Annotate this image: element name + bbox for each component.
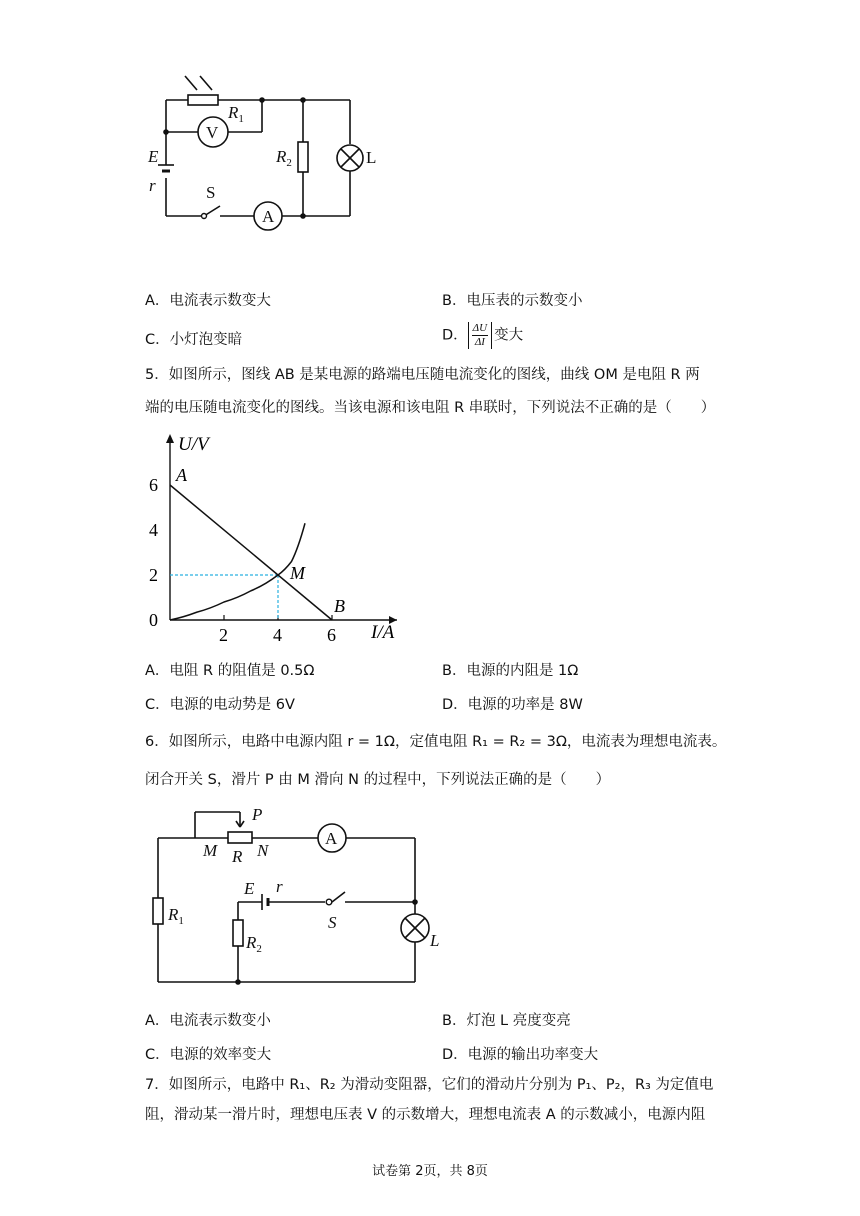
label-rheostat-r: R [232, 847, 243, 866]
q5-option-c: C．电源的电动势是 6V [145, 697, 295, 713]
u-i-graph [140, 430, 400, 645]
label-lamp: L [430, 931, 440, 950]
svg-text:R2: $R_2$ [276, 147, 292, 169]
voltmeter-label: V [206, 123, 219, 142]
q4-option-d [442, 322, 523, 349]
q5-stem-line1: 5．如图所示，图线 AB 是某电源的路端电压随电流变化的图线，曲线 OM 是电阻 R 两 [145, 367, 700, 383]
label-switch: S [328, 913, 337, 932]
label-lamp: L [366, 148, 377, 167]
point-label-a: A [176, 465, 187, 485]
label-emf: E [148, 147, 159, 166]
y-axis-label: U/V [178, 434, 209, 455]
point-label-m: M [290, 563, 305, 583]
y-axis-arrow [166, 434, 174, 443]
q5-option-a: A．电阻 R 的阻值是 0.5Ω [145, 663, 315, 679]
q5-option-b: B．电源的内阻是 1Ω [442, 663, 579, 679]
label-end-m: M [203, 841, 218, 860]
q5-stem-line2: 端的电压随电流变化的图线。当该电源和该电阻 R 串联时，下列说法不正确的是（ ） [145, 400, 716, 416]
label-r2: R [246, 933, 257, 952]
series-curve-om [170, 523, 305, 620]
ammeter-label: A [325, 829, 338, 848]
y-tick-label: 2 [149, 565, 158, 585]
svg-text:R2: $R_2$ [246, 933, 262, 955]
q4-option-d-suffix: 变大 [494, 327, 524, 344]
circuit-diagram-q4 [140, 70, 400, 250]
label-slider-p: P [252, 805, 263, 824]
q7-stem-line2: 阻，滑动某一滑片时，理想电压表 V 的示数增大，理想电流表 A 的示数减小，电源内阻 [145, 1107, 706, 1123]
q6-option-c: C．电源的效率变大 [145, 1047, 272, 1063]
x-tick-label: 6 [327, 625, 336, 645]
q6-stem-line2: 闭合开关 S，滑片 P 由 M 滑向 N 的过程中，下列说法正确的是（ ） [145, 772, 611, 788]
point-label-b: B [334, 596, 345, 616]
delta-u-over-delta-i: $\frac{\Delta U}{\Delta I}$ [468, 322, 492, 349]
label-r1: R [168, 905, 179, 924]
label-r1: R [228, 103, 239, 122]
label-switch: S [206, 183, 216, 202]
circuit-diagram-q6 [140, 800, 460, 990]
x-tick-label: 2 [219, 625, 228, 645]
svg-text:R1: $R_1$ [168, 905, 184, 927]
label-r2: R [276, 147, 287, 166]
q4-option-c: C．小灯泡变暗 [145, 332, 243, 348]
x-tick-label: 4 [273, 625, 282, 645]
y-tick-label: 0 [149, 610, 158, 630]
q7-stem-line1: 7．如图所示，电路中 R₁、R₂ 为滑动变阻器，它们的滑动片分别为 P₁、P₂，R₃ 为定值电 [145, 1077, 714, 1093]
q6-option-d: D．电源的输出功率变大 [442, 1047, 599, 1063]
x-axis-label: I/A [371, 622, 395, 643]
q5-option-d: D．电源的功率是 8W [442, 697, 583, 713]
label-internal-r: r [276, 877, 283, 896]
q4-option-a: A．电流表示数变大 [145, 293, 271, 309]
q4-option-b: B．电压表的示数变小 [442, 293, 583, 309]
y-tick-label: 4 [149, 520, 158, 540]
label-emf: E [244, 879, 255, 898]
ammeter-label: A [262, 207, 275, 226]
q4-option-d-prefix: D． [442, 327, 468, 344]
y-tick-label: 6 [149, 475, 158, 495]
label-internal-r: r [149, 176, 156, 195]
page-footer: 试卷第 2页，共 8页 [372, 1164, 488, 1179]
q6-stem-line1: 6．如图所示，电路中电源内阻 r = 1Ω，定值电阻 R₁ = R₂ = 3Ω，电流表为理想电流表。 [145, 734, 727, 750]
q6-option-a: A．电流表示数变小 [145, 1013, 271, 1029]
series-line-ab [170, 485, 332, 620]
label-end-n: N [257, 841, 269, 860]
svg-text:R1: $R_1$ [228, 103, 244, 125]
q6-option-b: B．灯泡 L 亮度变亮 [442, 1013, 571, 1029]
